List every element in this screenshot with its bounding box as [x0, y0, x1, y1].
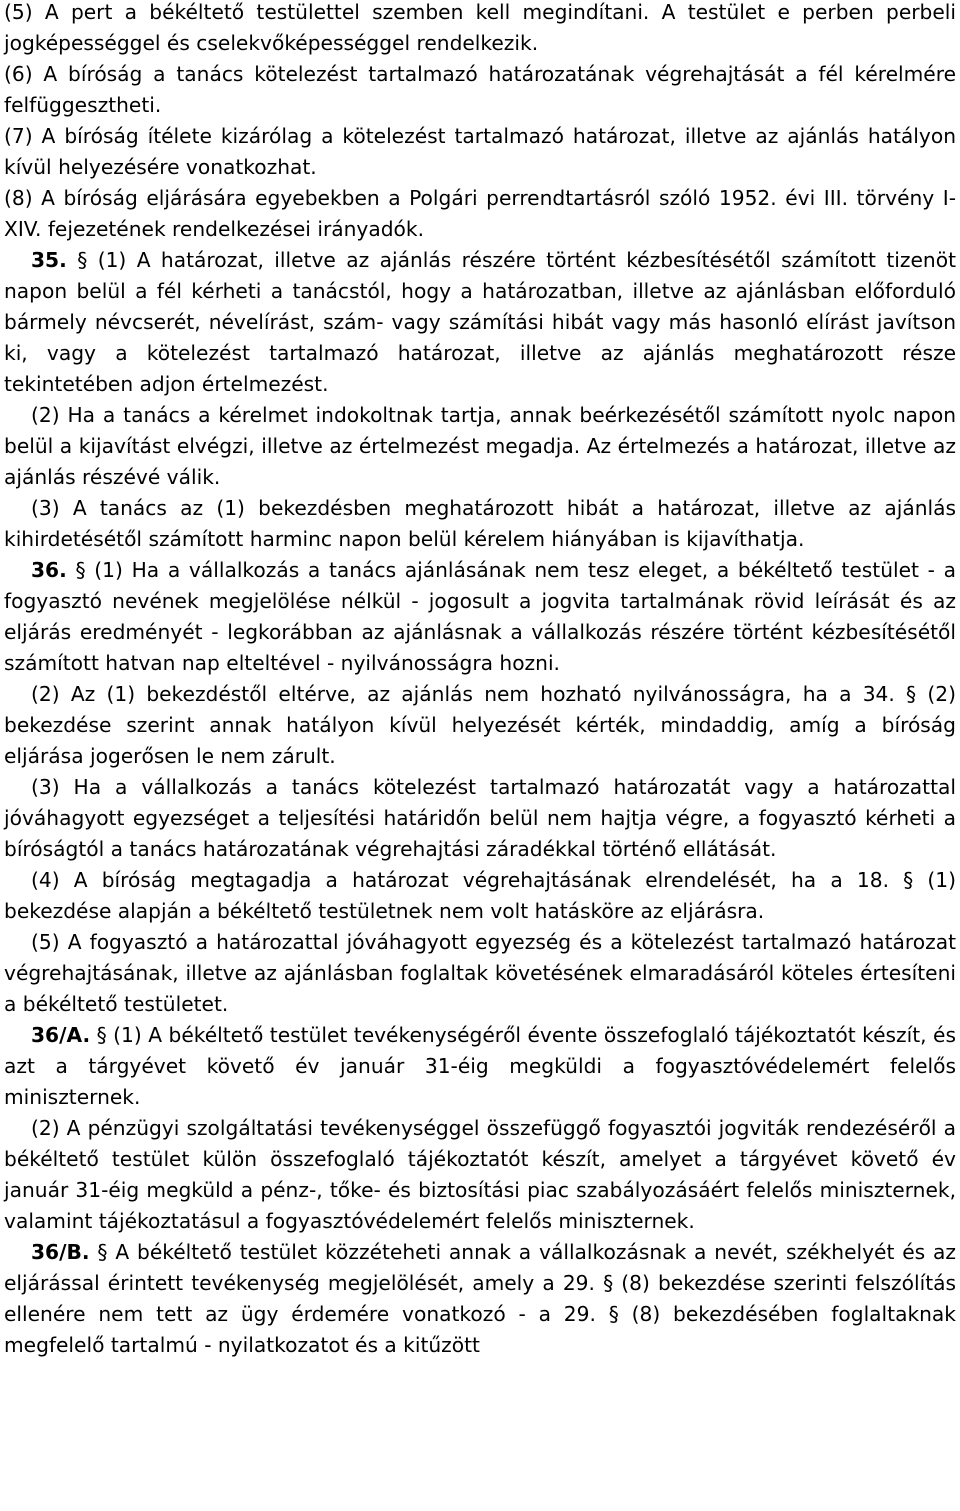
section-35-paragraph-2: (2) Ha a tanács a kérelmet indokoltnak tartja, annak beérkezésétől számított nyolc napon belül a kijavítást elvégzi, illetve az értelmezést megadja. Az értelmezés a határozat, illetve az ajánlás részévé válik.: [4, 403, 956, 489]
section-36a-number: 36/A.: [31, 1023, 91, 1047]
section-36-paragraph-5: (5) A fogyasztó a határozattal jóváhagyott egyezség és a kötelezést tartalmazó határozat végrehajtásának, illetve az ajánlásban foglaltak követésének elmaradásáról köteles értesíteni a békéltető testületet.: [4, 930, 956, 1016]
section-36-text-1: § (1) Ha a vállalkozás a tanács ajánlásának nem tesz eleget, a békéltető testület - a fogyasztó nevének megjelölése nélkül - jogosult a jogvita tartalmának rövid leírását és az eljárás eredményét - legkorábban az ajánlásnak a vállalkozás részére történt kézbesítésétől számított hatvan nap elteltével - nyilvánosságra hozni.: [4, 558, 956, 675]
section-35-text-1: § (1) A határozat, illetve az ajánlás részére történt kézbesítésétől számított tizenöt napon belül a fél kérheti a tanácstól, hogy a határozatban, illetve az ajánlásban előforduló bármely névcserét, névelírást, szám- vagy számítási hibát vagy más hasonló elírást javítson ki, vagy a kötelezést tartalmazó határozat, illetve az ajánlás meghatározott része tekintetében adjon értelmezést.: [4, 248, 956, 396]
paragraph-34-5: (5) A pert a békéltető testülettel szemben kell megindítani. A testület e perben perbeli jogképességgel és cselekvőképességgel rendelkezik.: [4, 0, 956, 55]
section-36b-number: 36/B.: [31, 1240, 90, 1264]
section-35-paragraph-1: [4, 245, 956, 400]
section-36-paragraph-3: (3) Ha a vállalkozás a tanács kötelezést tartalmazó határozatát vagy a határozattal jóváhagyott egyezséget a teljesítési határidőn belül nem hajtja végre, a fogyasztó kérheti a bíróságtól a tanács határozatának végrehajtási záradékkal történő ellátását.: [4, 775, 956, 861]
section-36a-text-1: § (1) A békéltető testület tevékenységéről évente összefoglaló tájékoztatót készít, és azt a tárgyévet követő év január 31-éig megküldi a fogyasztóvédelemért felelős miniszternek.: [4, 1023, 956, 1109]
section-35-number: 35.: [31, 248, 67, 272]
document-page: [4, 0, 956, 1361]
section-36-paragraph-2: (2) Az (1) bekezdéstől eltérve, az ajánlás nem hozható nyilvánosságra, ha a 34. § (2) bekezdése szerint annak hatályon kívül helyezését kérték, mindaddig, amíg a bíróság eljárása jogerősen le nem zárult.: [4, 682, 956, 768]
section-36-number: 36.: [31, 558, 67, 582]
section-36-paragraph-1: [4, 555, 956, 679]
section-36b-paragraph-1: [4, 1237, 956, 1361]
section-36a-paragraph-1: [4, 1020, 956, 1113]
section-36b-text-1: § A békéltető testület közzéteheti annak a vállalkozásnak a nevét, székhelyét és az eljárással érintett tevékenység megjelölését, amely a 29. § (8) bekezdése szerinti felszólítás ellenére nem tett az ügy érdemére vonatkozó - a 29. § (8) bekezdésében foglaltaknak megfelelő tartalmú - nyilatkozatot és a kitűzött: [4, 1240, 956, 1357]
section-36a-paragraph-2: (2) A pénzügyi szolgáltatási tevékenységgel összefüggő fogyasztói jogviták rendezéséről a békéltető testület külön összefoglaló tájékoztatót készít, amelyet a tárgyévet követő év január 31-éig megküld a pénz-, tőke- és biztosítási piac szabályozásáért felelős miniszternek, valamint tájékoztatásul a fogyasztóvédelemért felelős miniszternek.: [4, 1116, 956, 1233]
paragraph-34-7: (7) A bíróság ítélete kizárólag a kötelezést tartalmazó határozat, illetve az ajánlás hatályon kívül helyezésére vonatkozhat.: [4, 124, 956, 179]
paragraph-34-6: (6) A bíróság a tanács kötelezést tartalmazó határozatának végrehajtását a fél kérelmére felfüggesztheti.: [4, 62, 956, 117]
paragraph-34-8: (8) A bíróság eljárására egyebekben a Polgári perrendtartásról szóló 1952. évi III. törvény I-XIV. fejezetének rendelkezései irányadók.: [4, 186, 956, 241]
section-36-paragraph-4: (4) A bíróság megtagadja a határozat végrehajtásának elrendelését, ha a 18. § (1) bekezdése alapján a békéltető testületnek nem volt hatásköre az eljárásra.: [4, 868, 956, 923]
section-35-paragraph-3: (3) A tanács az (1) bekezdésben meghatározott hibát a határozat, illetve az ajánlás kihirdetésétől számított harminc napon belül kérelem hiányában is kijavíthatja.: [4, 496, 956, 551]
